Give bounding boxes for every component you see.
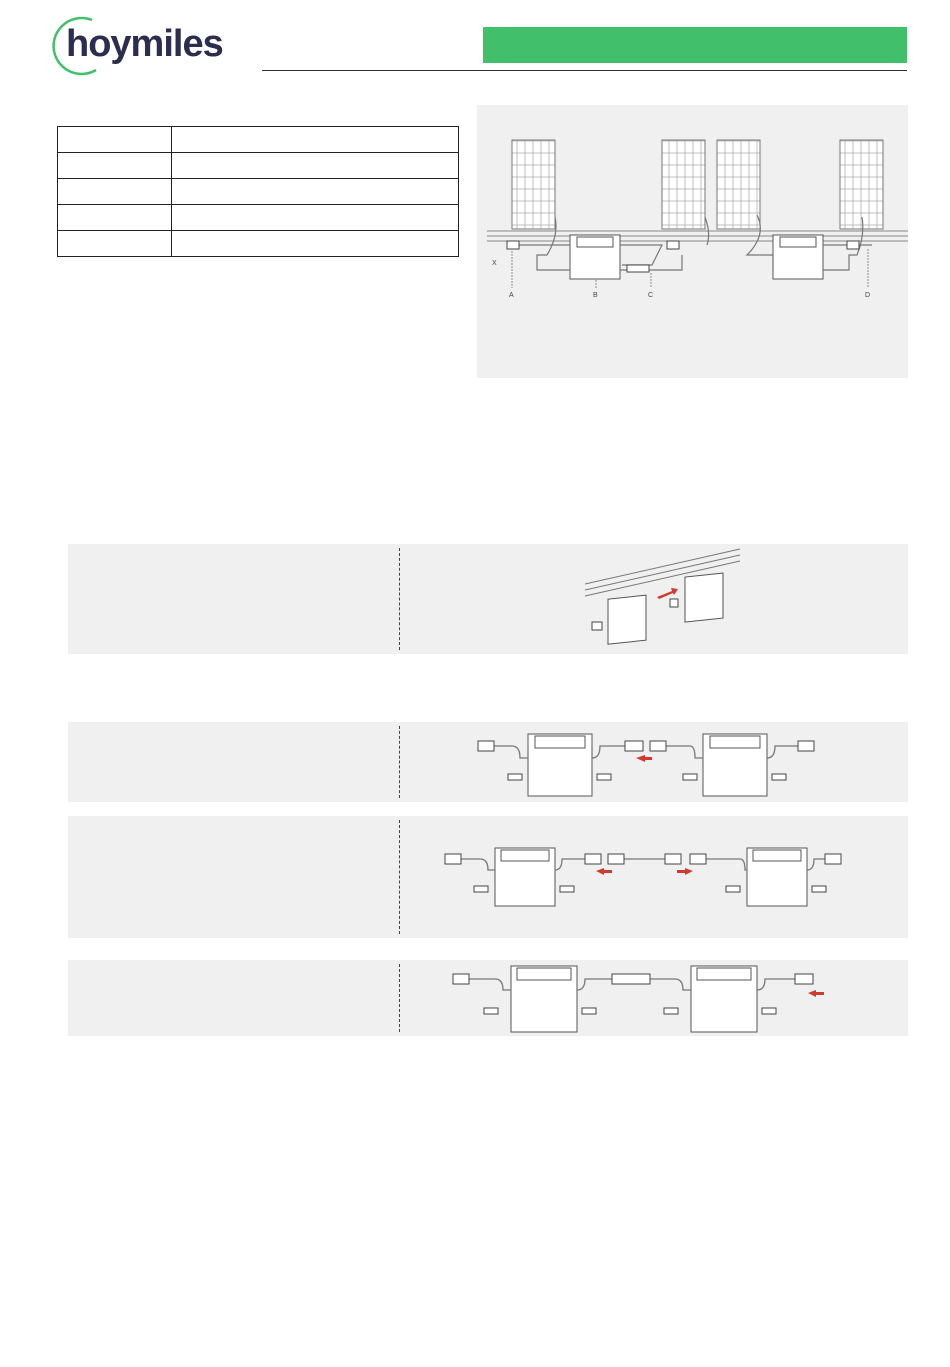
microinverter (495, 848, 555, 906)
microinverter (608, 595, 646, 644)
table-cell-description (172, 231, 459, 257)
microinverter (511, 966, 577, 1032)
table-cell-description (172, 127, 459, 153)
table-cell-item (58, 231, 172, 257)
microinverter (703, 734, 767, 796)
hoymiles-logo (44, 14, 254, 76)
label-d: D (865, 292, 871, 299)
arrow-right-icon (677, 868, 693, 875)
table-cell-item (58, 205, 172, 231)
header-color-bar (483, 27, 907, 63)
system-wiring-diagram (477, 105, 908, 378)
brand-name: hoymiles (66, 23, 223, 65)
table-row (58, 127, 459, 153)
system-wiring-figure (477, 105, 908, 378)
table-row (58, 179, 459, 205)
label-x: X (492, 260, 497, 267)
table-row (58, 205, 459, 231)
label-c: C (648, 292, 654, 299)
table-cell-item (58, 179, 172, 205)
table-cell-description (172, 205, 459, 231)
microinverter (691, 966, 757, 1032)
arrow-left-icon (636, 755, 652, 762)
pv-panel (840, 140, 883, 229)
step-3-illustration (400, 816, 908, 938)
table-cell-description (172, 153, 459, 179)
step-4-illustration (400, 960, 908, 1036)
label-a: A (509, 292, 514, 299)
table-cell-item (58, 127, 172, 153)
pv-panel (717, 140, 760, 229)
pv-panel (662, 140, 705, 229)
pv-panel (512, 140, 555, 229)
step-1-panel (68, 544, 908, 654)
table-cell-description (172, 179, 459, 205)
microinverter (747, 848, 807, 906)
step-1-illustration (400, 544, 908, 654)
arrow-right-icon (657, 588, 678, 599)
header-rule (262, 70, 907, 71)
arrow-left-icon (596, 868, 612, 875)
microinverter (685, 573, 723, 622)
label-b: B (593, 292, 598, 299)
step-2-panel (68, 722, 908, 802)
step-4-panel (68, 960, 908, 1036)
table-row (58, 153, 459, 179)
arrow-left-icon (808, 990, 824, 997)
table-row (58, 231, 459, 257)
microinverter (528, 734, 592, 796)
step-3-panel (68, 816, 908, 938)
parts-table (57, 126, 459, 257)
table-cell-item (58, 153, 172, 179)
step-2-illustration (400, 722, 908, 802)
